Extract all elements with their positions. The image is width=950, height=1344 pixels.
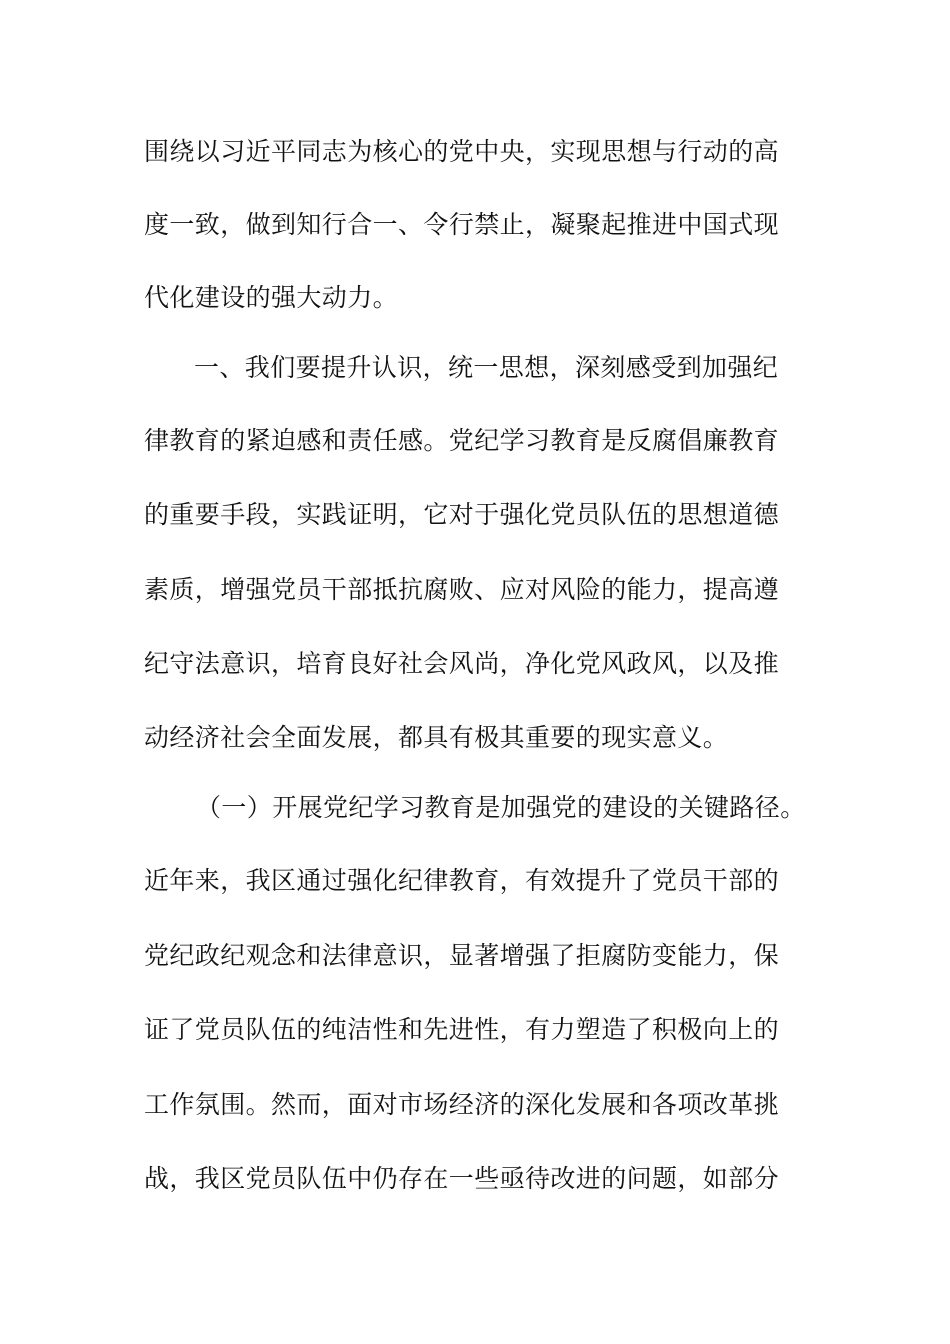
text-line: 代化建设的强大动力。 <box>144 283 399 312</box>
text-line: 党纪政纪观念和法律意识，显著增强了拒腐防变能力，保 <box>144 941 780 970</box>
text-line: 围绕以习近平同志为核心的党中央，实现思想与行动的高 <box>144 137 780 166</box>
text-line: 近年来，我区通过强化纪律教育，有效提升了党员干部的 <box>144 866 780 895</box>
text-line: 纪守法意识，培育良好社会风尚，净化党风政风，以及推 <box>144 649 780 678</box>
text-line: 的重要手段，实践证明，它对于强化党员队伍的思想道德 <box>144 500 780 529</box>
text-line: 动经济社会全面发展，都具有极其重要的现实意义。 <box>144 723 729 752</box>
subsection-heading-line: （一）开展党纪学习教育是加强党的建设的关键路径。 <box>196 793 806 822</box>
text-line: 律教育的紧迫感和责任感。党纪学习教育是反腐倡廉教育 <box>144 426 780 455</box>
text-line: 证了党员队伍的纯洁性和先进性，有力塑造了积极向上的 <box>144 1015 780 1044</box>
text-line: 素质，增强党员干部抵抗腐败、应对风险的能力，提高遵 <box>144 575 780 604</box>
text-line: 工作氛围。然而，面对市场经济的深化发展和各项改革挑 <box>144 1090 780 1119</box>
paragraph-heading-line: 一、我们要提升认识，统一思想，深刻感受到加强纪 <box>194 353 779 382</box>
text-line: 度一致，做到知行合一、令行禁止，凝聚起推进中国式现 <box>144 210 780 239</box>
text-line: 战，我区党员队伍中仍存在一些亟待改进的问题，如部分 <box>144 1164 780 1193</box>
